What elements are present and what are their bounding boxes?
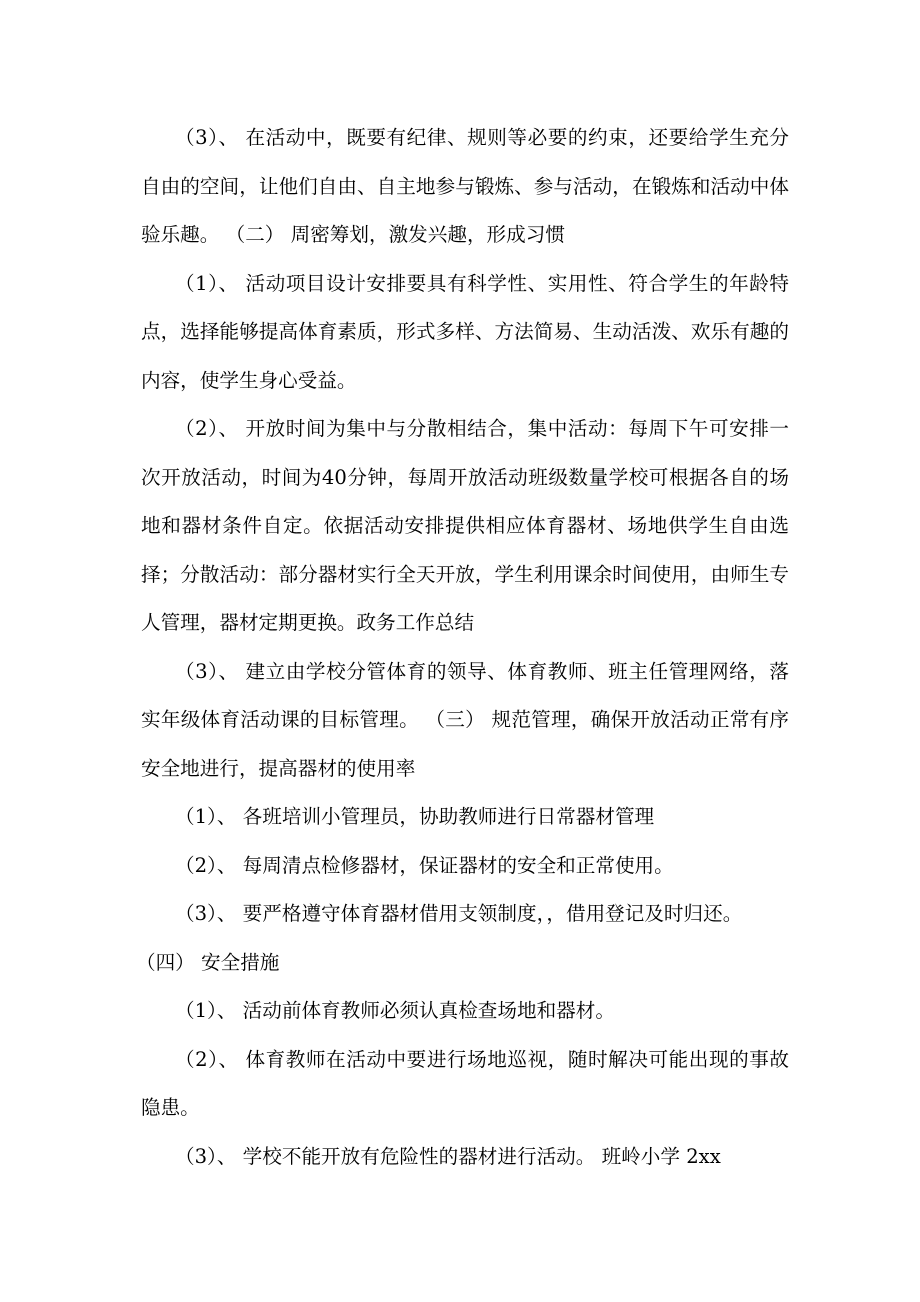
section-heading-safety: （四） 安全措施 bbox=[136, 950, 280, 974]
paragraph-site-patrol: （2）、 体育教师在活动中要进行场地巡视，随时解决可能出现的事故隐患。 bbox=[141, 1047, 789, 1119]
paragraph-management-network: （3）、 建立由学校分管体育的领导、体育教师、班主任管理网络，落实年级体育活动课的目标管理。 （三） 规范管理，确保开放活动正常有序安全地进行，提高器材的使用率 bbox=[141, 659, 789, 780]
paragraph-opening-time: （2）、 开放时间为集中与分散相结合，集中活动：每周下午可安排一次开放活动，时间为40分钟，每周开放活动班级数量学校可根据各自的场地和器材条件自定。依据活动安排提供相应体育器材、场地供学生自由选择；分散活动：部分器材实行全天开放，学生利用课余时间使用，由师生专人管理，器材定期更换。政务工作总结 bbox=[141, 417, 789, 634]
paragraph-weekly-inspection: （2）、 每周清点检修器材，保证器材的安全和正常使用。 bbox=[175, 853, 674, 877]
paragraph-dangerous-equipment: （3）、 学校不能开放有危险性的器材进行活动。 班岭小学 2xx bbox=[175, 1144, 721, 1168]
paragraph-project-design: （1）、 活动项目设计安排要具有科学性、实用性、符合学生的年龄特点，选择能够提高体育素质，形式多样、方法简易、生动活泼、欢乐有趣的内容，使学生身心受益。 bbox=[141, 271, 789, 392]
paragraph-borrowing-rules: （3）、 要严格遵守体育器材借用支领制度，，借用登记及时归还。 bbox=[175, 902, 743, 925]
document-body bbox=[136, 114, 789, 1181]
paragraph-pre-activity-check: （1）、 活动前体育教师必须认真检查场地和器材。 bbox=[175, 999, 615, 1022]
paragraph-activity-freedom: （3）、 在活动中，既要有纪律、规则等必要的约束，还要给学生充分自由的空间，让他们自由、自主地参与锻炼、参与活动，在锻炼和活动中体验乐趣。 （二） 周密筹划，激发兴趣，形成习惯 bbox=[141, 126, 789, 246]
paragraph-class-managers: （1）、 各班培训小管理员，协助教师进行日常器材管理 bbox=[175, 805, 655, 828]
